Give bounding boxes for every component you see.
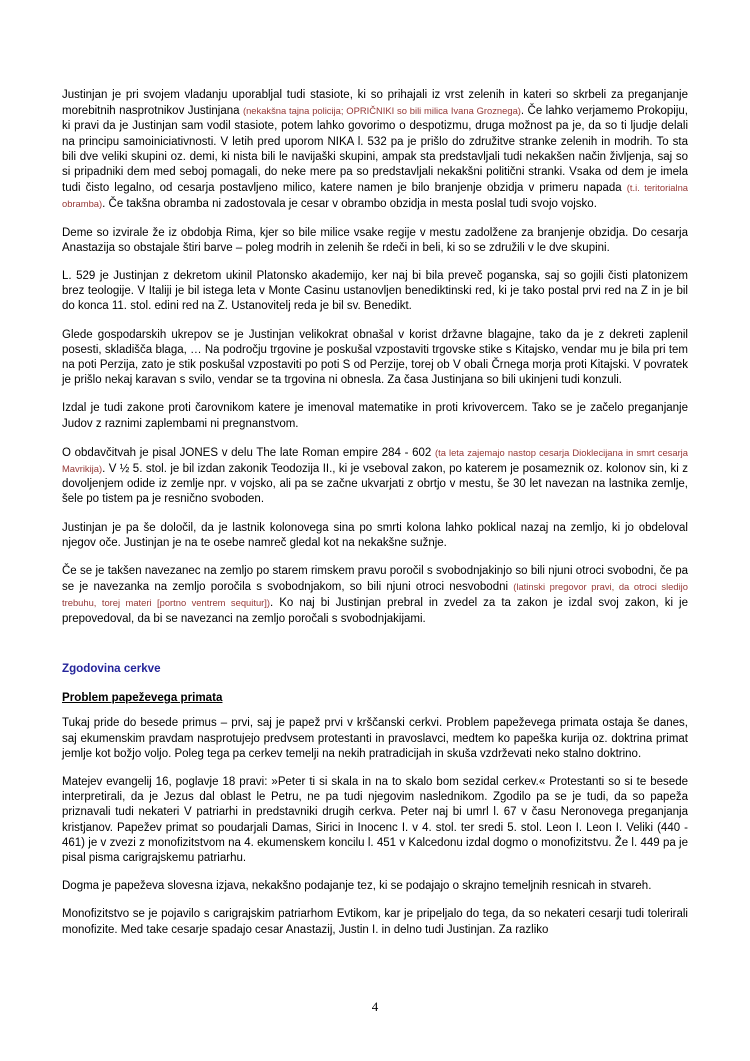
paragraph: [62, 328, 688, 389]
annotation-text: (latinski pregovor pravi, da otroci sledijo trebuhu, torej materi [portno ventrem sequitur]): [62, 581, 688, 609]
body-text: . V ½ 5. stol. je bil izdan zakonik Teodozija II., ki je vseboval zakon, po katerem je posameznik oz. kolonov sin, ki z dovoljenjem odide iz zemlje npr. v vojsko, ali pa se začne ukvarjati z obrtjo v mestu, še 30 let navezan na lastnika zemlje, šele po tistem pa je resnično svoboden.: [62, 463, 688, 506]
body-text: Izdal je tudi zakone proti čarovnikom katere je imenoval matematike in proti krivovercem. Tako se je začelo preganjanje Judov z raznimi zaplembami ni pregnanstvom.: [62, 402, 688, 430]
document-body: [62, 88, 688, 951]
body-text: . Ko naj bi Justinjan prebral in zvedel za ta zakon je izdal svoj zakon, ki je prepovedoval, da bi se navezanci na zemljo poročali s svobodnjakijami.: [62, 597, 689, 625]
page-number: 4: [371, 999, 379, 1014]
paragraph: [62, 564, 688, 627]
paragraph: [62, 445, 688, 508]
body-text: Justinjan je pa še določil, da je lastnik kolonovega sina po smrti kolona lahko poklical nazaj na zemljo, ki jo obdeloval njegov oče. Justinjan je na te osebe namreč gledal kot na nekakšne sužnje.: [62, 521, 688, 549]
body-text: Monofizitstvo se je pojavilo s carigrajskim patriarhom Evtikom, kar je pripeljalo do tega, da so nekateri cesarji tudi tolerirali monofizite. Med take cesarje spadajo cesar Anastazij, Justin I. in delno tudi Justinjan. Za razliko: [62, 908, 688, 936]
body-text: O obdavčitvah je pisal JONES v delu The late Roman empire 284 - 602: [62, 446, 435, 459]
heading-underline: [62, 690, 688, 705]
body-text: . Če takšna obramba ni zadostovala je cesar v obrambo obzidja in mesta poslal tudi svojo vojsko.: [102, 198, 597, 211]
paragraph: [62, 401, 688, 431]
paragraph: [62, 907, 688, 937]
body-text: Zgodovina cerkve: [62, 661, 161, 675]
body-text: Dogma je papeževa slovesna izjava, nekakšno podajanje tez, ki se podajajo o skrajno temeljnih resnicah in stvareh.: [62, 880, 652, 893]
body-text: Matejev evangelij 16, poglavje 18 pravi: »Peter ti si skala in na to skalo bom sezidal cerkev.« Protestanti so si te besede interpretirali, da je Jezus dal oblast le Petru, ne pa tudi njegovim naslednikom. Zgodilo pa se je tudi, da so papeža priznavali tudi nekateri V patriarhi in predstavniki drugih cerkva. Peter naj bi umrl l. 67 v času Neronovega preganjanja kristjanov. Papežev primat so poudarjali Damas, Sirici in Inocenc I. v 4. stol. ter sredi 5. stol. Leon I. Leon I. Veliki (440 - 461) je v zvezi z monofizitstvom na 4. ekumenskem koncilu l. 451 v Kalcedonu izdal dogmo o monofizitstvu. Že l. 449 pa je pisal pisma carigrajskemu patriarhu.: [62, 775, 688, 864]
body-text: Tukaj pride do besede primus – prvi, saj je papež prvi v krščanski cerkvi. Problem papeževega primata ostaja še danes, saj ekumenskim pravdam nasprotujejo predvsem protestanti in pravoslavci, medtem ko papeška kurija oz. doktrina primat jemlje kot božjo voljo. Poleg tega pa cerkev temelji na nekih pratradicijah in skuša vzdrževati neko stalno doktrino.: [62, 717, 688, 760]
body-text: Če se je takšen navezanec na zemljo po starem rimskem pravu poročil s svobodnjakinjo so bili njuni otroci svobodni, če pa se je navezanka na zemljo poročila s svobodnjakom, so bili njuni otroci nesvobodni: [62, 565, 688, 594]
heading-blue: [62, 661, 688, 676]
body-text: Deme so izvirale že iz obdobja Rima, kjer so bile milice vsake regije v mestu zadolžene za branjenje obzidja. Do cesarja Anastazija so obstajale štiri barve – poleg modrih in zelenih še rdeči in beli, ki so se združili v le dve skupini.: [62, 226, 688, 254]
paragraph: [62, 226, 688, 256]
paragraph: [62, 269, 688, 315]
body-text: Glede gospodarskih ukrepov se je Justinjan velikokrat obnašal v korist državne blagajne, tako da je z dekreti zaplenil posesti, skladišča blaga, … Na področju trgovine je poskušal vzpostaviti trgovske stike s Kitajsko, vendar mu je bila pri tem na poti Perzija, zato je stik poskušal vzpostaviti po poti S od Perzije, torej ob V obali Črnega morja proti Kitajski. V povratek je prišlo nekaj karavan s svilo, vendar se ta trgovina ni obnesla. Za časa Justinjana so bili ukinjeni tudi konzuli.: [62, 328, 688, 387]
paragraph: [62, 88, 688, 213]
paragraph: [62, 716, 688, 762]
paragraph: [62, 775, 688, 866]
annotation-text: (nekakšna tajna policija; OPRIČNIKI so bili milica Ivana Groznega): [242, 105, 521, 117]
paragraph: [62, 879, 688, 894]
body-text: L. 529 je Justinjan z dekretom ukinil Platonsko akademijo, ker naj bi bila preveč poganska, saj so gojili čisti platonizem brez teologije. V Italiji je bil istega leta v Monte Casinu ustanovljen benediktinski red, ki je tako postal prvi red na Z in je bil do konca 11. stol. edini red na Z. Ustanovitelj reda je bil sv. Benedikt.: [62, 270, 688, 313]
annotation-text: (t.i. teritorialna obramba): [62, 182, 688, 210]
body-text: Justinjan je pri svojem vladanju uporabljal tudi stasiote, ki so prihajali iz vrst zelenih in kateri so skrbeli za preganjanje morebitnih nasprotnikov Justinjana: [62, 89, 688, 118]
body-text: Problem papeževega primata: [62, 691, 223, 705]
body-text: . Če lahko verjamemo Prokopiju, ki pravi da je Justinjan sam vodil stasiote, potem lahko govorimo o despotizmu, druga možnost pa je, da so ti ljudje delali na principu samoiniciativnosti. V letih pred uporom NIKA l. 532 pa je prišlo do združitve stranke zelenih in modrih. To sta bili dve veliki skupini oz. demi, ki nista bili le navijaški skupini, ampak sta predstavljali tudi nekakšen način življenja, saj so si pripadniki dem med seboj pomagali, do neke mere pa so predstavljali nekakšni politični stranki. Vsaka od dem je imela tudi čisto legalno, od cesarja postavljeno milico, katere namen je bilo branjenje obzidja v primeru napada: [62, 105, 688, 195]
annotation-text: (ta leta zajemajo nastop cesarja Dioklecijana in smrt cesarja Mavrikija): [62, 446, 688, 475]
paragraph: [62, 521, 688, 551]
